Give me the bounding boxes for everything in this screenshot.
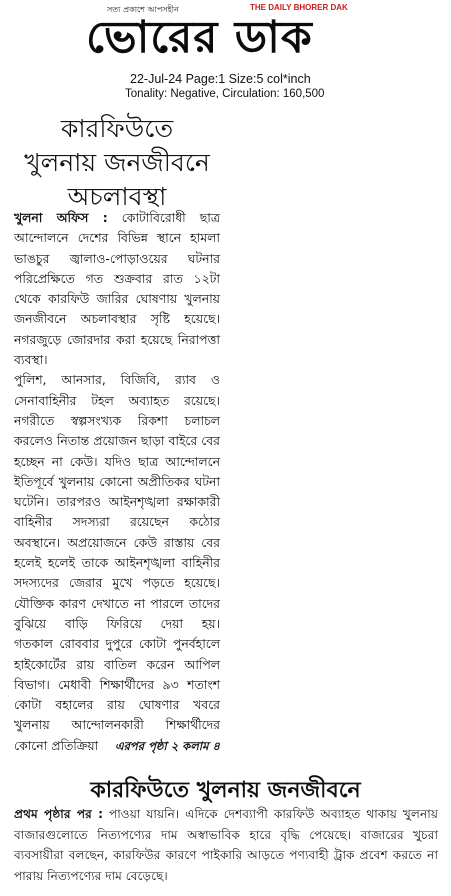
jump-label: প্রথম পৃষ্ঠার পর : (14, 807, 103, 821)
headline-line-3: অচলাবস্থা (67, 182, 167, 211)
article-paragraph: পুলিশ, আনসার, বিজিবি, র‌্যাব ও সেনাবাহিনীর টহল অব্যাহত রয়েছে। নগরীতে স্বল্পসংখ্যক রিকশা চলাচল করলেও নিতান্ত প্রয়োজন ছাড়া বাইরে বের হচ্ছেন না কেউ। যদিও ছাত্র আন্দোলনে ইতিপূর্বে খুলনায় কোনো অপ্রীতিকর ঘটনা ঘটেনি। তারপরও আইনশৃঙ্খলা রক্ষাকারী বাহিনীর সদস্যরা রয়েছেন কঠোর অবস্থানে। অপ্রয়োজনে কেউ রাস্তায় বের হলেই হলেই তাকে আইনশৃঙ্খলা বাহিনীর সদস্যদের জেরার মুখে পড়তে হয়েছে। যৌক্তিক কারণ দেখাতে না পারলে তাদের বুঝিয়ে বাড়ি ফিরিয়ে দেয়া হয়। (14, 372, 220, 631)
jump-paragraph: প্রথম পৃষ্ঠার পর : পাওয়া যায়নি। এদিকে দেশব্যাপী কারফিউ অব্যাহত থাকায় খুলনায় বাজারগুলোতে নিত্যপণ্যের দাম অস্বাভাবিক হারে বৃদ্ধি পেয়েছে। বাজারের খুচরা ব্যবসায়ীরা বলছেন, কারফিউর কারণে পাইকারি আড়তে পণ্যবাহী ট্রাক প্রবেশ করতে না পারায় নিত্যপণ্যের দাম বেড়েছে। (14, 807, 439, 883)
jump-headline: কারফিউতে খুলনায় জনজীবনে (90, 778, 361, 803)
masthead-english-name: THE DAILY BHORER DAK (250, 3, 348, 12)
article-body (14, 208, 220, 756)
newspaper-logo: ভোরের ডাক (86, 12, 313, 63)
masthead-tagline: সত্য প্রকাশে আপসহীন (107, 5, 179, 14)
masthead (0, 0, 451, 72)
headline-line-1: কারফিউতে (60, 114, 174, 143)
headline-line-2: খুলনায় জনজীবনে (24, 148, 210, 177)
continued-note: এরপর পৃষ্ঠা ২ কলাম ৪ (114, 738, 220, 753)
clip-info-line1: 22-Jul-24 Page:1 Size:5 col*inch (130, 72, 311, 86)
clip-info-line2: Tonality: Negative, Circulation: 160,500 (125, 88, 325, 100)
jump-body (14, 804, 438, 886)
dateline: খুলনা অফিস : (14, 210, 108, 225)
article-paragraph: গতকাল রোববার দুপুরে কোটা পুনর্বহালে হাইকোর্টের রায় বাতিল করেন আপিল বিভাগ। মেধাবী শিক্ষার্থীদের ৯৩ শতাংশ কোটা বহালের রায় ঘোষণার খবরে খুলনায় আন্দোলনকারী শিক্ষার্থীদের কোনো প্রতিক্রিয়া এরপর পৃষ্ঠা ২ কলাম ৪ (14, 634, 220, 756)
article-paragraph: খুলনা অফিস : কোটাবিরোধী ছাত্র আন্দোলনে দেশের বিভিন্ন স্থানে হামলা ভাঙচুর জ্বালাও-পোড়াওয়ের ঘটনার পরিপ্রেক্ষিতে গত শুক্রবার রাত ১২টা থেকে কারফিউ জারির ঘোষণায় খুলনায় জনজীবনে অচলাবস্থার সৃষ্টি হয়েছে। নগরজুড়ে জোরদার করা হয়েছে নিরাপত্তা ব্যবস্থা। (14, 210, 220, 368)
